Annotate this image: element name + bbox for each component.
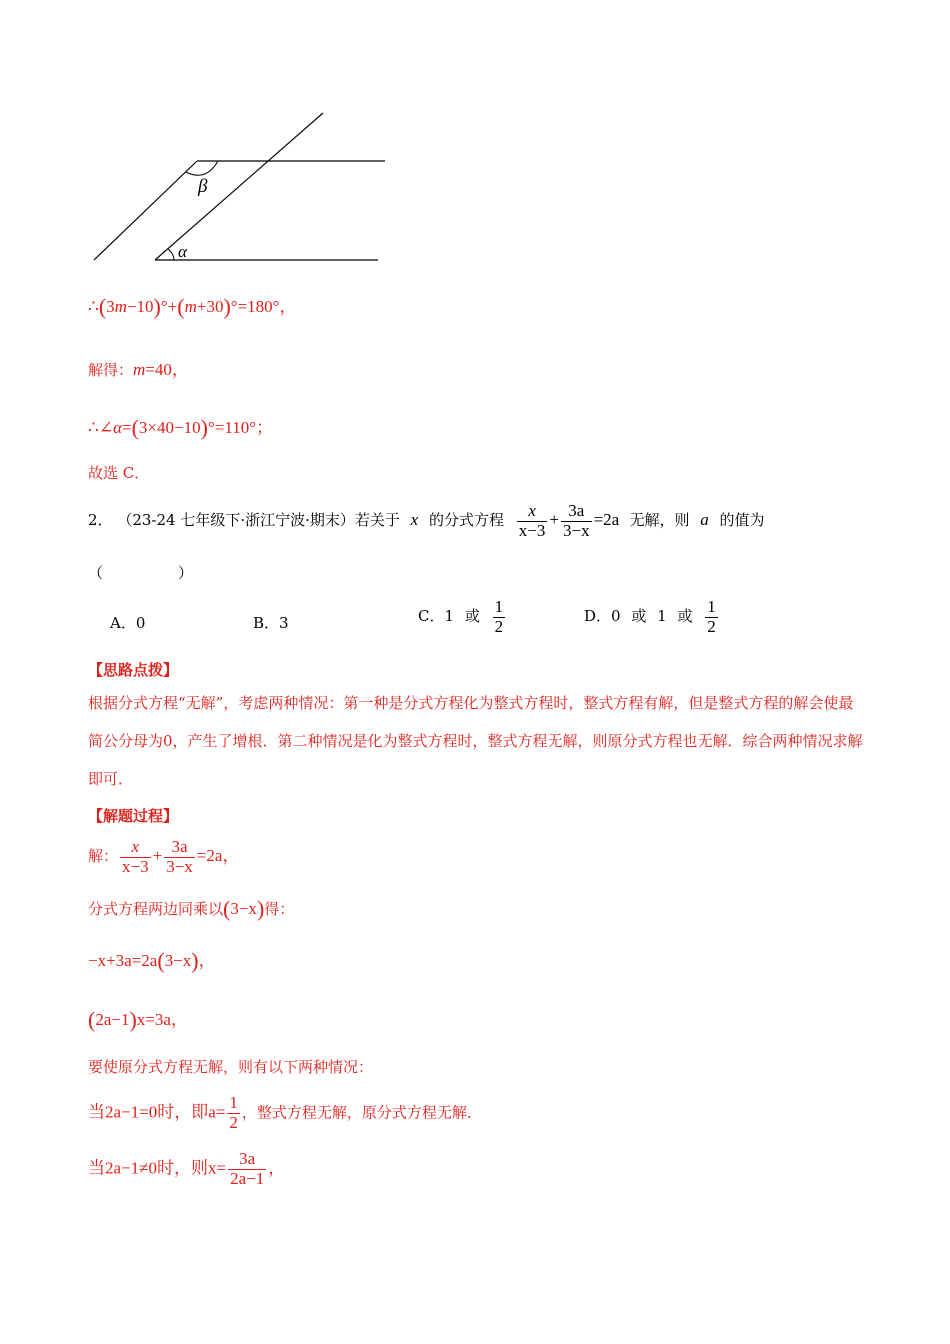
alpha-angle-arc <box>168 249 174 260</box>
process-step-3: −x+3a=2a(3−x)， <box>88 948 216 973</box>
process-step-2: 分式方程两边同乘以(3−x)得： <box>88 896 295 921</box>
beta-label: β <box>198 176 208 197</box>
process-step-1: 解： $\frac{x}{x-3}$ + $\frac{3a}{3-x}$ =2a， <box>88 837 240 876</box>
alpha-label: α <box>178 242 187 261</box>
geometry-figure <box>0 0 950 280</box>
option-c[interactable]: C．1 或 $\frac{1}{2}$ <box>418 597 504 636</box>
option-d[interactable]: D．0 或 1 或 $\frac{1}{2}$ <box>584 597 716 636</box>
solution-line-3: ∴∠α=(3×40−10)°=110°； <box>88 415 273 440</box>
process-step-7: 当2a−1≠0时，则x= $\frac{3a}{2a-1}$ ， <box>88 1149 286 1188</box>
right-slanted-line <box>155 113 323 260</box>
process-step-5: 要使原分式方程无解，则有以下两种情况： <box>88 1058 374 1076</box>
hint-body: 根据分式方程“无解”，考虑两种情况：第一种是分式方程化为整式方程时，整式方程有解，但是整式方程的解会使最简公分母为0，产生了增根．第二种情况是化为整式方程时，整式方程无解，则原分式方程也无解．综合两种情况求解即可． <box>88 694 863 788</box>
option-b[interactable]: B．3 <box>253 614 289 632</box>
option-a[interactable]: A．0 <box>110 614 146 632</box>
process-step-4: (2a−1)x=3a， <box>88 1007 188 1032</box>
question-2-stem: 2． （23-24 七年级下·浙江宁波·期末）若关于 x 的分式方程 $\frac{x}{x-3}$ + $\frac{3a}{3-x}$ =2a 无解，则 a 的值为 <box>88 501 765 540</box>
process-heading: 【解题过程】 <box>88 807 179 825</box>
question-2-blank: （ ） <box>88 564 194 582</box>
beta-angle-arc <box>186 161 218 175</box>
hint-heading: 【思路点拨】 <box>88 661 179 679</box>
solution-line-1: ∴(3m−10)°+(m+30)°=180°， <box>88 294 297 319</box>
solution-answer: 故选 C． <box>88 464 150 482</box>
process-step-6: 当2a−1=0时，即a= $\frac{1}{2}$ ，整式方程无解，原分式方程无解． <box>88 1093 482 1132</box>
solution-line-2: 解得：m=40， <box>88 360 189 379</box>
